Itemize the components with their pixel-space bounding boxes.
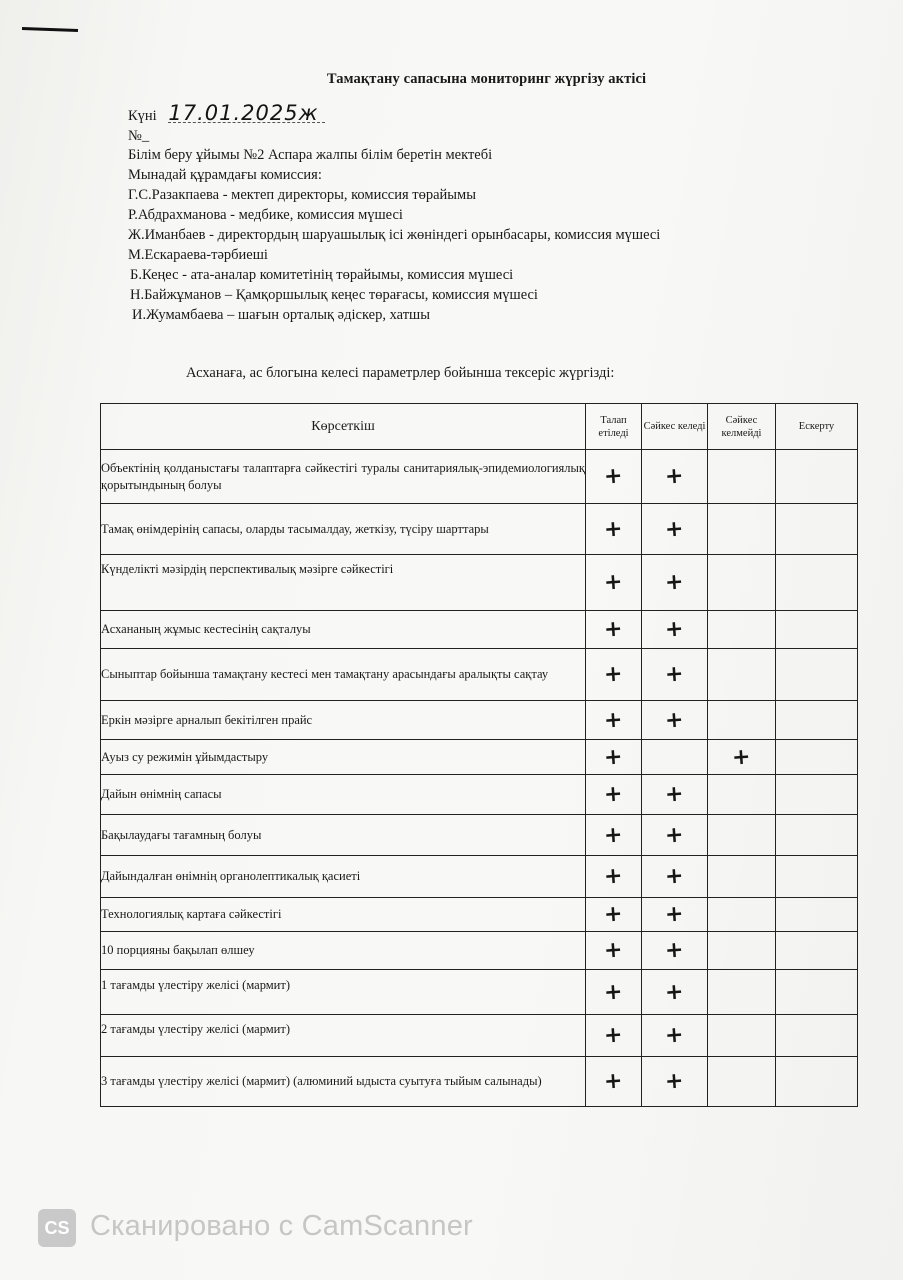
noncompliant-mark <box>708 1057 776 1107</box>
header-compliant: Сәйкес келеді <box>642 404 708 450</box>
header-note: Ескерту <box>776 404 858 450</box>
compliant-mark: + <box>642 450 708 504</box>
commission-member: Н.Байжұманов – Қамқоршылық кеңес төрағасы, комиссия мүшесі <box>130 287 538 303</box>
compliant-mark: + <box>642 932 708 970</box>
pen-mark <box>22 27 78 32</box>
required-mark: + <box>586 504 642 555</box>
noncompliant-mark <box>708 611 776 649</box>
header-indicator: Көрсеткіш <box>101 404 586 450</box>
document-title: Тамақтану сапасына мониторинг жүргізу актісі <box>326 71 647 87</box>
table-row <box>101 775 858 815</box>
required-mark: + <box>586 611 642 649</box>
noncompliant-mark <box>708 775 776 815</box>
compliant-mark: + <box>642 701 708 740</box>
camscanner-logo-icon: CS <box>38 1209 76 1247</box>
compliant-mark: + <box>642 898 708 932</box>
noncompliant-mark <box>708 970 776 1015</box>
indicator-cell: Объектінің қолданыстағы талаптарға сәйкестігі туралы санитариялық-эпидемиологиялық қорытындының болуы <box>101 450 586 504</box>
noncompliant-mark <box>708 450 776 504</box>
indicator-cell: Ауыз су режимін ұйымдастыру <box>101 740 586 775</box>
indicator-cell: Дайын өнімнің сапасы <box>101 775 586 815</box>
commission-member: И.Жумамбаева – шағын орталық әдіскер, хатшы <box>132 307 430 323</box>
note-cell <box>776 504 858 555</box>
noncompliant-mark <box>708 932 776 970</box>
noncompliant-mark <box>708 898 776 932</box>
required-mark: + <box>586 555 642 611</box>
note-cell <box>776 898 858 932</box>
commission-member: М.Ескараева-тәрбиеші <box>128 247 268 263</box>
table-row <box>101 649 858 701</box>
indicator-cell: 10 порцияны бақылап өлшеу <box>101 932 586 970</box>
school-name: Білім беру ұйымы №2 Аспара жалпы білім беретін мектебі <box>128 147 493 163</box>
noncompliant-mark <box>708 649 776 701</box>
indicator-cell: Тамақ өнімдерінің сапасы, оларды тасымалдау, жеткізу, түсіру шарттары <box>101 504 586 555</box>
compliant-mark: + <box>642 1057 708 1107</box>
table-row <box>101 1057 858 1107</box>
table-row <box>101 611 858 649</box>
document-number: №_ <box>128 128 150 144</box>
commission-heading: Мынадай құрамдағы комиссия: <box>128 167 322 183</box>
required-mark: + <box>586 740 642 775</box>
required-mark: + <box>586 1057 642 1107</box>
noncompliant-mark <box>708 555 776 611</box>
required-mark: + <box>586 932 642 970</box>
note-cell <box>776 1015 858 1057</box>
required-mark: + <box>586 970 642 1015</box>
note-cell <box>776 775 858 815</box>
commission-member: Р.Абдрахманова - медбике, комиссия мүшесі <box>128 207 403 223</box>
table-row <box>101 450 858 504</box>
camscanner-watermark: Сканировано с CamScanner <box>90 1210 473 1242</box>
inspection-table <box>100 403 858 1107</box>
compliant-mark: + <box>642 856 708 898</box>
required-mark: + <box>586 815 642 856</box>
required-mark: + <box>586 701 642 740</box>
noncompliant-mark <box>708 701 776 740</box>
note-cell <box>776 1057 858 1107</box>
indicator-cell: 2 тағамды үлестіру желісі (мармит) <box>101 1015 586 1057</box>
compliant-mark <box>642 740 708 775</box>
note-cell <box>776 450 858 504</box>
commission-member: Ж.Иманбаев - директордың шаруашылық ісі жөніндегі орынбасары, комиссия мүшесі <box>128 227 661 243</box>
noncompliant-mark: + <box>708 740 776 775</box>
table-row <box>101 815 858 856</box>
indicator-cell: 1 тағамды үлестіру желісі (мармит) <box>101 970 586 1015</box>
required-mark: + <box>586 649 642 701</box>
inspection-intro: Асханаға, ас блогына келесі параметрлер бойынша тексеріс жүргізді: <box>186 365 615 381</box>
compliant-mark: + <box>642 815 708 856</box>
commission-member: Г.С.Разакпаева - мектеп директоры, комиссия төрайымы <box>128 187 476 203</box>
note-cell <box>776 555 858 611</box>
date-label: Күні <box>128 108 157 124</box>
compliant-mark: + <box>642 970 708 1015</box>
indicator-cell: Дайындалған өнімнің органолептикалық қасиеті <box>101 856 586 898</box>
indicator-cell: Сыныптар бойынша тамақтану кестесі мен тамақтану арасындағы аралықты сақтау <box>101 649 586 701</box>
indicator-cell: Бақылаудағы тағамның болуы <box>101 815 586 856</box>
header-required: Талап етіледі <box>586 404 642 450</box>
required-mark: + <box>586 898 642 932</box>
table-row <box>101 932 858 970</box>
table-row <box>101 504 858 555</box>
note-cell <box>776 970 858 1015</box>
compliant-mark: + <box>642 1015 708 1057</box>
noncompliant-mark <box>708 1015 776 1057</box>
note-cell <box>776 701 858 740</box>
compliant-mark: + <box>642 649 708 701</box>
note-cell <box>776 932 858 970</box>
note-cell <box>776 815 858 856</box>
table-row <box>101 701 858 740</box>
table-row <box>101 898 858 932</box>
table-header-row <box>101 404 858 450</box>
required-mark: + <box>586 856 642 898</box>
compliant-mark: + <box>642 504 708 555</box>
note-cell <box>776 856 858 898</box>
compliant-mark: + <box>642 611 708 649</box>
note-cell <box>776 740 858 775</box>
table-row <box>101 555 858 611</box>
indicator-cell: Технологиялық картаға сәйкестігі <box>101 898 586 932</box>
noncompliant-mark <box>708 815 776 856</box>
noncompliant-mark <box>708 504 776 555</box>
note-cell <box>776 611 858 649</box>
indicator-cell: Күнделікті мәзірдің перспективалық мәзірге сәйкестігі <box>101 555 586 611</box>
table-row <box>101 1015 858 1057</box>
required-mark: + <box>586 775 642 815</box>
table-row <box>101 970 858 1015</box>
table-row <box>101 740 858 775</box>
indicator-cell: Еркін мәзірге арналып бекітілген прайс <box>101 701 586 740</box>
header-noncompliant: Сәйкес келмейді <box>708 404 776 450</box>
table-row <box>101 856 858 898</box>
noncompliant-mark <box>708 856 776 898</box>
date-row <box>128 101 325 125</box>
commission-member: Б.Кеңес - ата-аналар комитетінің төрайымы, комиссия мүшесі <box>130 267 514 283</box>
indicator-cell: 3 тағамды үлестіру желісі (мармит) (алюминий ыдыста суытуға тыйым салынады) <box>101 1057 586 1107</box>
compliant-mark: + <box>642 775 708 815</box>
indicator-cell: Асхананың жұмыс кестесінің сақталуы <box>101 611 586 649</box>
compliant-mark: + <box>642 555 708 611</box>
note-cell <box>776 649 858 701</box>
required-mark: + <box>586 1015 642 1057</box>
required-mark: + <box>586 450 642 504</box>
date-handwritten-value: 17.01.2025ж <box>168 104 324 123</box>
